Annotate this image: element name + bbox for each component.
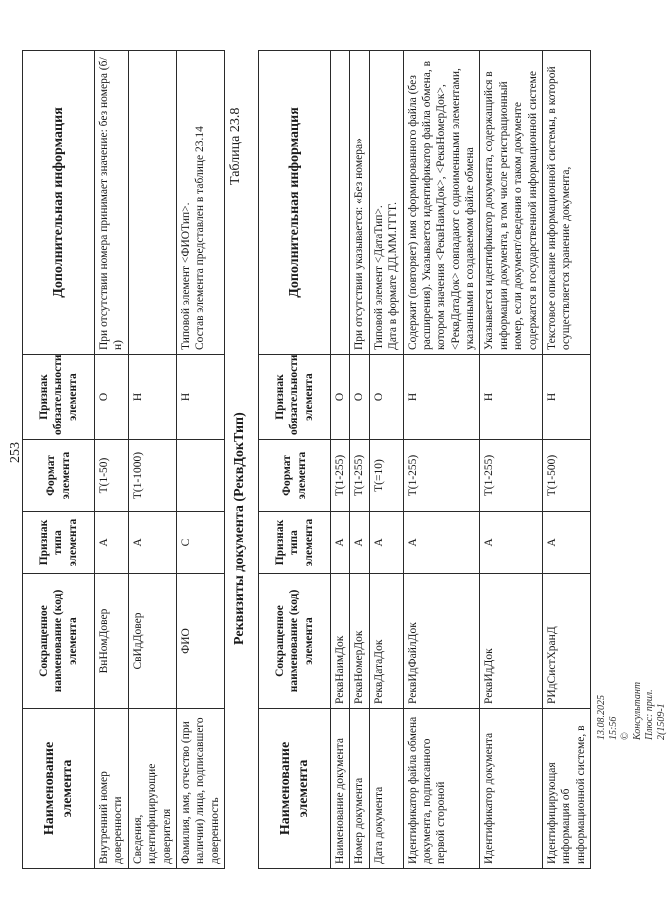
cell: РеквДатаДок <box>369 574 403 709</box>
table-row <box>369 51 403 869</box>
cell: СвИдДовер <box>128 574 176 709</box>
cell: Т(1-500) <box>542 440 590 512</box>
cell: О <box>369 355 403 440</box>
table-row <box>95 51 129 869</box>
cell: А <box>480 512 543 574</box>
header-cell: Дополнительная информация <box>23 51 95 355</box>
page-number: 253 <box>8 442 23 463</box>
cell: О <box>95 355 129 440</box>
table-2-header-row <box>259 51 331 869</box>
cell: Наименование документа <box>331 709 350 869</box>
stamp-source: © Консультант Плюс: прил. 2(1509-1 <box>620 681 667 740</box>
cell: При отсутствии указывается: «Без номера» <box>350 51 369 355</box>
cell: Идентифицирующая информация об информационной системе, в <box>542 709 590 869</box>
table-1-header-row <box>23 51 95 869</box>
cell: С <box>176 512 224 574</box>
cell: РеквНомерДок <box>350 574 369 709</box>
cell: Указывается идентификатор документа, содержащийся в информации документа, в том числе регистрационный номер, если документ/сведения о таком документе содержатся в государственной информационной системе <box>480 51 543 355</box>
cell: ВнНомДовер <box>95 574 129 709</box>
cell <box>128 51 176 355</box>
table-row <box>331 51 350 869</box>
cell: Фамилия, имя, отчество (при наличии) лица, подписавшего доверенность <box>176 709 224 869</box>
header-cell: Признак обязательности элемента <box>259 355 331 440</box>
header-cell: Признак типа элемента <box>259 512 331 574</box>
cell: Т(=10) <box>369 440 403 512</box>
header-cell: Наименование элемента <box>23 709 95 869</box>
table-row <box>542 51 590 869</box>
cell: Н <box>542 355 590 440</box>
cell: Сведения, идентифицирующие доверителя <box>128 709 176 869</box>
cell: Т(1-255) <box>331 440 350 512</box>
stamp-date: 13.08.2025 15:56 <box>596 695 619 740</box>
cell <box>331 51 350 355</box>
cell: Типовой элемент <ФИОТип>. Состав элемента представлен в таблице 23.14 <box>176 51 224 355</box>
cell: Т(1-50) <box>95 440 129 512</box>
header-cell: Дополнительная информация <box>259 51 331 355</box>
cell: Н <box>128 355 176 440</box>
header-cell: Формат элемента <box>23 440 95 512</box>
header-cell: Формат элемента <box>259 440 331 512</box>
cell: При отсутствии номера принимает значение: без номера (б/н) <box>95 51 129 355</box>
cell: ФИО <box>176 574 224 709</box>
table-1 <box>22 50 225 869</box>
cell: Н <box>403 355 480 440</box>
table-row <box>480 51 543 869</box>
cell: А <box>331 512 350 574</box>
table-2 <box>258 50 591 869</box>
cell: РеквИдФайлДок <box>403 574 480 709</box>
cell: А <box>403 512 480 574</box>
cell: О <box>350 355 369 440</box>
cell: Идентификатор документа <box>480 709 543 869</box>
table-row <box>350 51 369 869</box>
cell: А <box>350 512 369 574</box>
cell: Т(1-1000) <box>128 440 176 512</box>
table-row <box>176 51 224 869</box>
cell: А <box>95 512 129 574</box>
cell: О <box>331 355 350 440</box>
cell: Т(1-255) <box>480 440 543 512</box>
cell: Идентификатор файла обмена документа, подписанного первой стороной <box>403 709 480 869</box>
print-stamp <box>596 682 668 740</box>
cell: Текстовое описание информационной системы, в которой осуществляется хранение документа, <box>542 51 590 355</box>
header-cell: Сокращенное наименование (код) элемента <box>259 574 331 709</box>
cell: А <box>542 512 590 574</box>
table-2-title: Реквизиты документа (РеквДокТип) <box>232 412 247 645</box>
cell: Т(1-255) <box>403 440 480 512</box>
cell: Дата документа <box>369 709 403 869</box>
cell: Номер документа <box>350 709 369 869</box>
header-cell: Признак обязательности элемента <box>23 355 95 440</box>
header-cell: Признак типа элемента <box>23 512 95 574</box>
cell: Т(1-255) <box>350 440 369 512</box>
table-row <box>128 51 176 869</box>
cell: Н <box>480 355 543 440</box>
cell: Внутренний номер доверенности <box>95 709 129 869</box>
cell <box>176 440 224 512</box>
header-cell: Сокращенное наименование (код) элемента <box>23 574 95 709</box>
header-cell: Наименование элемента <box>259 709 331 869</box>
cell: Н <box>176 355 224 440</box>
table-row <box>403 51 480 869</box>
cell: А <box>128 512 176 574</box>
cell: РИдСистХранД <box>542 574 590 709</box>
cell: Содержит (повторяет) имя сформированного файла (без расширения). Указывается идентификатор файла обмена, в котором значения <РеквНаимДок>, <РеквНомерДок>, <РеквДатаДок> совпадают с одноименными элементами, указанными в создаваемом файле обмена <box>403 51 480 355</box>
table-2-label: Таблица 23.8 <box>228 107 243 185</box>
cell: Типовой элемент <ДатаТип>. Дата в формате ДД.ММ.ГГГГ. <box>369 51 403 355</box>
cell: А <box>369 512 403 574</box>
cell: РеквНаимДок <box>331 574 350 709</box>
cell: РеквИдДок <box>480 574 543 709</box>
